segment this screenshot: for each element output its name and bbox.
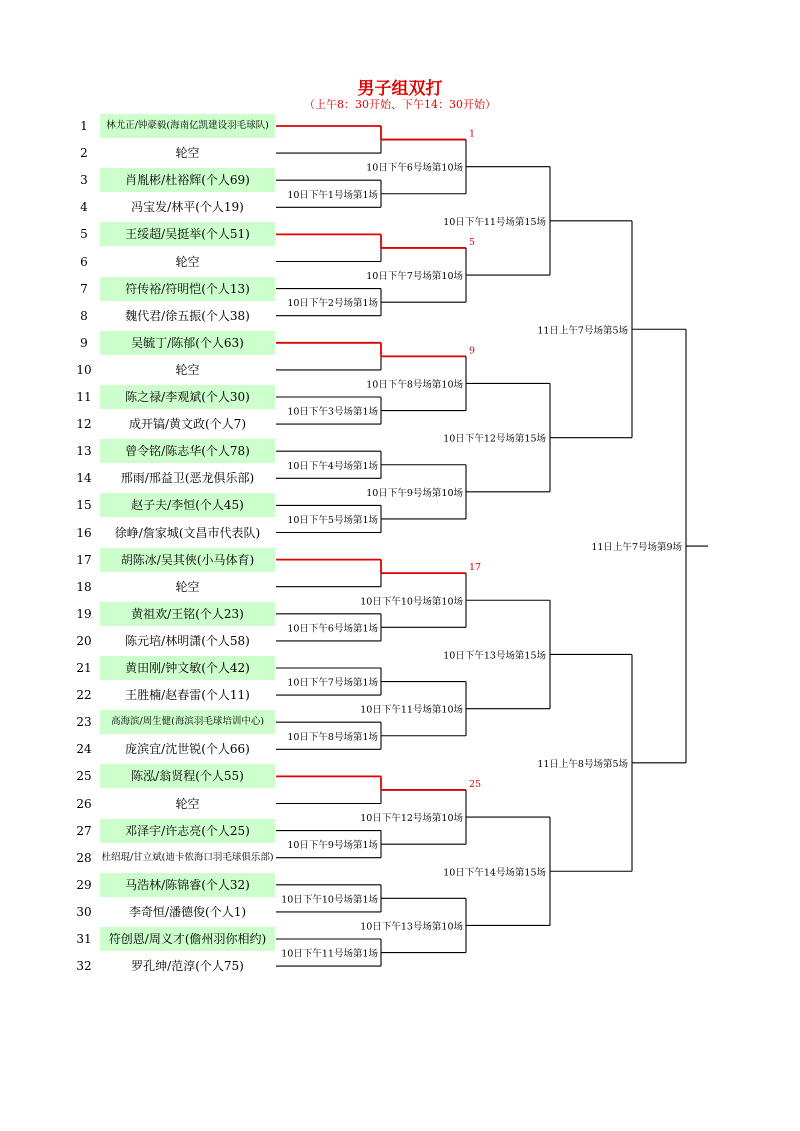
match-label: 10日下午13号场第10场 (360, 921, 463, 933)
match-label: 10日下午4号场第1场 (287, 460, 378, 472)
page-subtitle: （上午8：30开始、下午14：30开始） (304, 98, 496, 111)
team-name: 陈泓/翁贤程(个人55) (100, 764, 275, 788)
match-label: 10日下午9号场第1场 (287, 840, 378, 852)
team-name: 轮空 (175, 362, 200, 377)
team-name: 徐峥/詹家城(文昌市代表队) (114, 525, 261, 540)
team-name: 马浩林/陈锦睿(个人32) (100, 873, 275, 897)
team-name: 林尤正/钟豪毅(海南亿凯建设羽毛球队) (100, 114, 275, 138)
seed-number: 14 (76, 471, 92, 486)
match-label: 10日下午10号场第10场 (360, 596, 463, 608)
team-name: 高海滨/周生健(海滨羽毛球培训中心) (100, 710, 275, 734)
match-label: 10日下午8号场第10场 (366, 379, 463, 391)
team-name: 胡陈冰/吴其俠(小马体育) (100, 548, 275, 572)
seed-number: 32 (76, 959, 92, 974)
seed-number: 7 (80, 281, 88, 296)
match-label: 10日下午13号场第15场 (443, 650, 546, 662)
team-name: 邢雨/邢益卫(恶龙俱乐部) (120, 471, 255, 486)
seed-number: 21 (76, 661, 92, 675)
seed-number: 2 (80, 146, 88, 161)
match-label: 10日下午1号场第1场 (287, 189, 378, 201)
team-name: 轮空 (175, 579, 200, 594)
team-name: 冯宝发/林平(个人19) (131, 200, 244, 215)
seed-number: 29 (76, 877, 92, 892)
seed-number: 9 (80, 335, 88, 350)
seed-number: 12 (76, 417, 92, 432)
team-name: 曾令铭/陈志华(个人78) (100, 439, 275, 463)
team-name: 黄田刚/钟文敏(个人42) (100, 656, 275, 680)
team-name: 轮空 (175, 254, 200, 269)
match-label: 11日上午7号场第5场 (537, 325, 628, 337)
seed-number: 6 (80, 254, 88, 269)
team-name: 陈之禄/李观斌(个人30) (100, 385, 275, 409)
seed-number: 5 (80, 227, 88, 242)
team-name: 邓泽宇/许志亮(个人25) (100, 819, 275, 843)
team-name: 肖胤彬/杜裕辉(个人69) (100, 168, 275, 192)
team-name: 杜绍琨/甘立斌(迪卡侬海口羽毛球俱乐部) (101, 851, 274, 863)
match-label: 10日下午2号场第1场 (287, 298, 378, 310)
team-name: 轮空 (175, 146, 200, 161)
seed-number: 27 (76, 823, 92, 838)
seed-number: 25 (76, 769, 92, 784)
team-name: 轮空 (175, 796, 200, 811)
team-name: 罗孔绅/范淳(个人75) (131, 959, 244, 974)
team-name: 黄祖欢/王铭(个人23) (100, 602, 275, 626)
match-label: 10日下午11号场第15场 (443, 216, 546, 228)
seed-number: 1 (80, 119, 88, 133)
advancing-seed: 17 (469, 562, 482, 574)
team-name: 李奇恒/潘德俊(个人1) (128, 904, 247, 919)
seed-number: 22 (76, 688, 92, 703)
seed-number: 10 (76, 362, 92, 377)
seed-number: 3 (80, 173, 88, 188)
seed-number: 30 (76, 904, 92, 919)
match-label: 10日下午11号场第1场 (281, 948, 378, 960)
advancing-seed: 9 (469, 345, 476, 357)
seed-number: 16 (76, 525, 92, 540)
seed-number: 18 (76, 579, 92, 594)
advancing-seed: 1 (469, 128, 476, 140)
match-label: 10日下午9号场第10场 (366, 487, 463, 499)
match-label: 10日下午3号场第1场 (287, 406, 378, 418)
match-label: 10日下午14号场第15场 (443, 867, 546, 879)
match-label: 10日下午7号场第1场 (287, 677, 378, 689)
seed-number: 23 (76, 715, 92, 730)
seed-number: 17 (76, 552, 92, 567)
seed-number: 13 (76, 444, 92, 459)
team-name: 王绥超/吴挺举(个人51) (100, 222, 275, 246)
seed-number: 26 (76, 796, 92, 811)
team-name: 符传裕/符明恺(个人13) (100, 277, 275, 301)
team-name: 赵子夫/李恒(个人45) (100, 493, 275, 517)
seed-number: 8 (80, 308, 88, 323)
match-label: 10日下午12号场第10场 (360, 813, 463, 825)
match-label: 10日下午8号场第1场 (287, 731, 378, 743)
match-label: 11日上午8号场第5场 (537, 758, 628, 770)
page-title: 男子组双打 (357, 79, 443, 99)
seed-number: 31 (76, 932, 92, 946)
match-label: 10日下午6号场第10场 (366, 162, 463, 174)
match-label: 10日下午10号场第1场 (281, 894, 378, 906)
match-label: 10日下午11号场第10场 (360, 704, 463, 716)
team-name: 王胜楠/赵春雷(个人11) (125, 688, 250, 703)
seed-number: 4 (80, 200, 88, 215)
team-name: 成开镐/黄文政(个人7) (128, 417, 247, 432)
seed-number: 15 (76, 498, 92, 513)
final-match-label: 11日上午7号场第9场 (591, 542, 682, 554)
match-label: 10日下午12号场第15场 (443, 433, 546, 445)
seed-number: 20 (76, 633, 92, 648)
match-label: 10日下午5号场第1场 (287, 514, 378, 526)
advancing-seed: 5 (469, 236, 476, 248)
seed-number: 28 (76, 850, 92, 865)
team-name: 陈元培/林明潇(个人58) (125, 633, 250, 648)
advancing-seed: 25 (469, 778, 482, 790)
seed-number: 11 (76, 390, 92, 404)
seed-number: 19 (76, 606, 92, 621)
team-name: 符创恩/周义才(儋州羽你相约) (100, 927, 275, 951)
team-name: 庞滨宜/沈世锐(个人66) (125, 742, 250, 757)
team-name: 魏代君/徐五振(个人38) (125, 308, 250, 323)
team-name: 吴毓丁/陈郁(个人63) (100, 331, 275, 355)
match-label: 10日下午7号场第10场 (366, 271, 463, 283)
seed-number: 24 (76, 742, 92, 757)
match-label: 10日下午6号场第1场 (287, 623, 378, 635)
